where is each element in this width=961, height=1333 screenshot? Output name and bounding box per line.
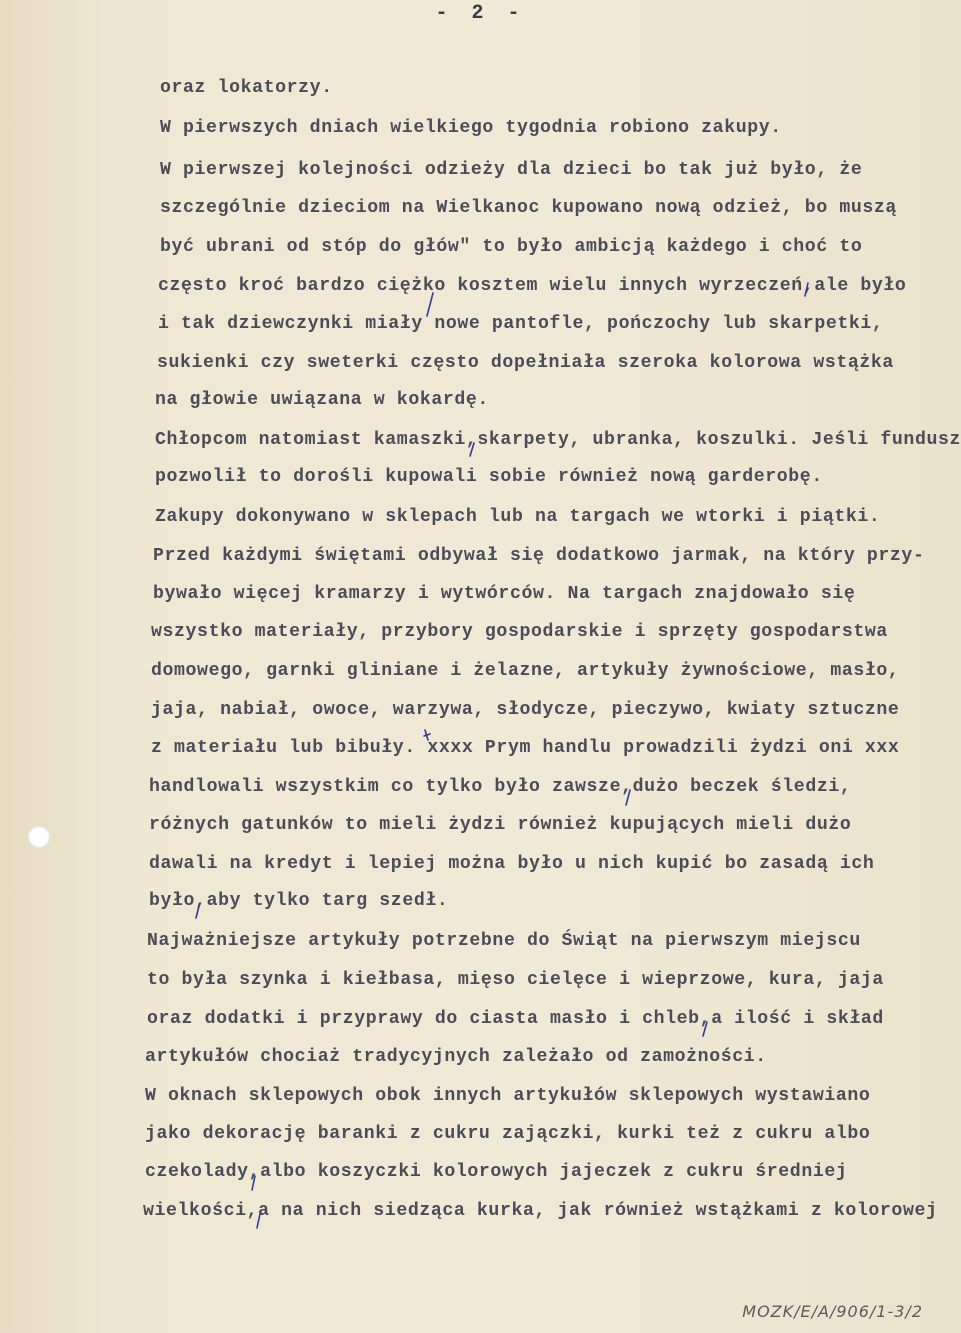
pen-comma-mark [470, 443, 474, 456]
pen-comma-mark [252, 1176, 255, 1190]
text-line: W oknach sklepowych obok innych artykułów sklepowych wystawiano [145, 1086, 871, 1106]
text-line: i tak dziewczynki miały nowe pantofle, pończochy lub skarpetki, [158, 314, 884, 334]
text-line: domowego, garnki gliniane i żelazne, artykuły żywnościowe, masło, [151, 661, 900, 681]
text-line: artykułów chociaż tradycyjnych zależało od zamożności. [145, 1047, 767, 1067]
text-line: Zakupy dokonywano w sklepach lub na targach we wtorki i piątki. [155, 507, 881, 527]
archive-reference: MOZK/E/A/906/1-3/2 [742, 1302, 923, 1321]
text-line: jaja, nabiał, owoce, warzywa, słodycze, pieczywo, kwiaty sztuczne [151, 700, 900, 720]
text-line: różnych gatunków to mieli żydzi również kupujących mieli dużo [149, 815, 852, 835]
pen-comma-mark [257, 1214, 260, 1228]
text-line: na głowie uwiązana w kokardę. [155, 390, 489, 410]
pen-comma-mark [196, 906, 199, 918]
pen-comma-mark [805, 283, 808, 296]
text-line: bywało więcej kramarzy i wytwórców. Na targach znajdowało się [153, 584, 856, 604]
text-line: szczególnie dzieciom na Wielkanoc kupowano nową odzież, bo muszą [160, 198, 897, 218]
pen-comma-mark [626, 790, 630, 805]
text-line: często kroć bardzo ciężko kosztem wielu innych wyrzeczeń,ale było [158, 276, 907, 296]
pen-comma-mark [427, 293, 433, 316]
text-line: to była szynka i kiełbasa, mięso cielęce i wieprzowe, kura, jaja [147, 970, 884, 990]
text-line: handlowali wszystkim co tylko było zawsze,dużo beczek śledzi, [149, 777, 852, 797]
text-line: było,aby tylko targ szedł. [149, 891, 449, 911]
text-line: Przed każdymi świętami odbywał się dodatkowo jarmak, na który przy- [153, 546, 925, 566]
pen-comma-mark [703, 1022, 707, 1036]
text-line: Najważniejsze artykuły potrzebne do Świąt na pierwszym miejscu [147, 931, 861, 951]
text-line: wszystko materiały, przybory gospodarskie i sprzęty gospodarstwa [151, 622, 888, 642]
text-line: dawali na kredyt i lepiej można było u nich kupić bo zasadą ich [149, 854, 875, 874]
text-line: sukienki czy sweterki często dopełniała szeroka kolorowa wstążka [157, 353, 894, 373]
text-line: czekolady,albo koszyczki kolorowych jajeczek z cukru średniej [145, 1162, 848, 1182]
punch-hole [28, 826, 50, 848]
text-line: jako dekorację baranki z cukru zajączki, kurki też z cukru albo [145, 1124, 871, 1144]
text-line: oraz dodatki i przyprawy do ciasta masło i chleb,a ilość i skład [147, 1009, 884, 1029]
text-line: oraz lokatorzy. [160, 78, 333, 98]
text-line: być ubrani od stóp do głów" to było ambicją każdego i choć to [160, 237, 863, 257]
text-line: Chłopcom natomiast kamaszki,skarpety, ubranka, koszulki. Jeśli fundusz [155, 430, 961, 450]
text-line: W pierwszej kolejności odzieży dla dzieci bo tak już było, że [160, 160, 863, 180]
text-line: z materiału lub bibuły. xxxx Prym handlu prowadzili żydzi oni xxx [151, 738, 900, 758]
page-number: - 2 - [435, 2, 526, 25]
text-line: pozwolił to dorośli kupowali sobie również nową garderobę. [155, 467, 823, 487]
text-line: W pierwszych dniach wielkiego tygodnia robiono zakupy. [160, 118, 782, 138]
pen-insert-mark [424, 730, 430, 740]
text-line: wielkości,a na nich siedząca kurka, jak również wstążkami z kolorowej [143, 1201, 938, 1221]
